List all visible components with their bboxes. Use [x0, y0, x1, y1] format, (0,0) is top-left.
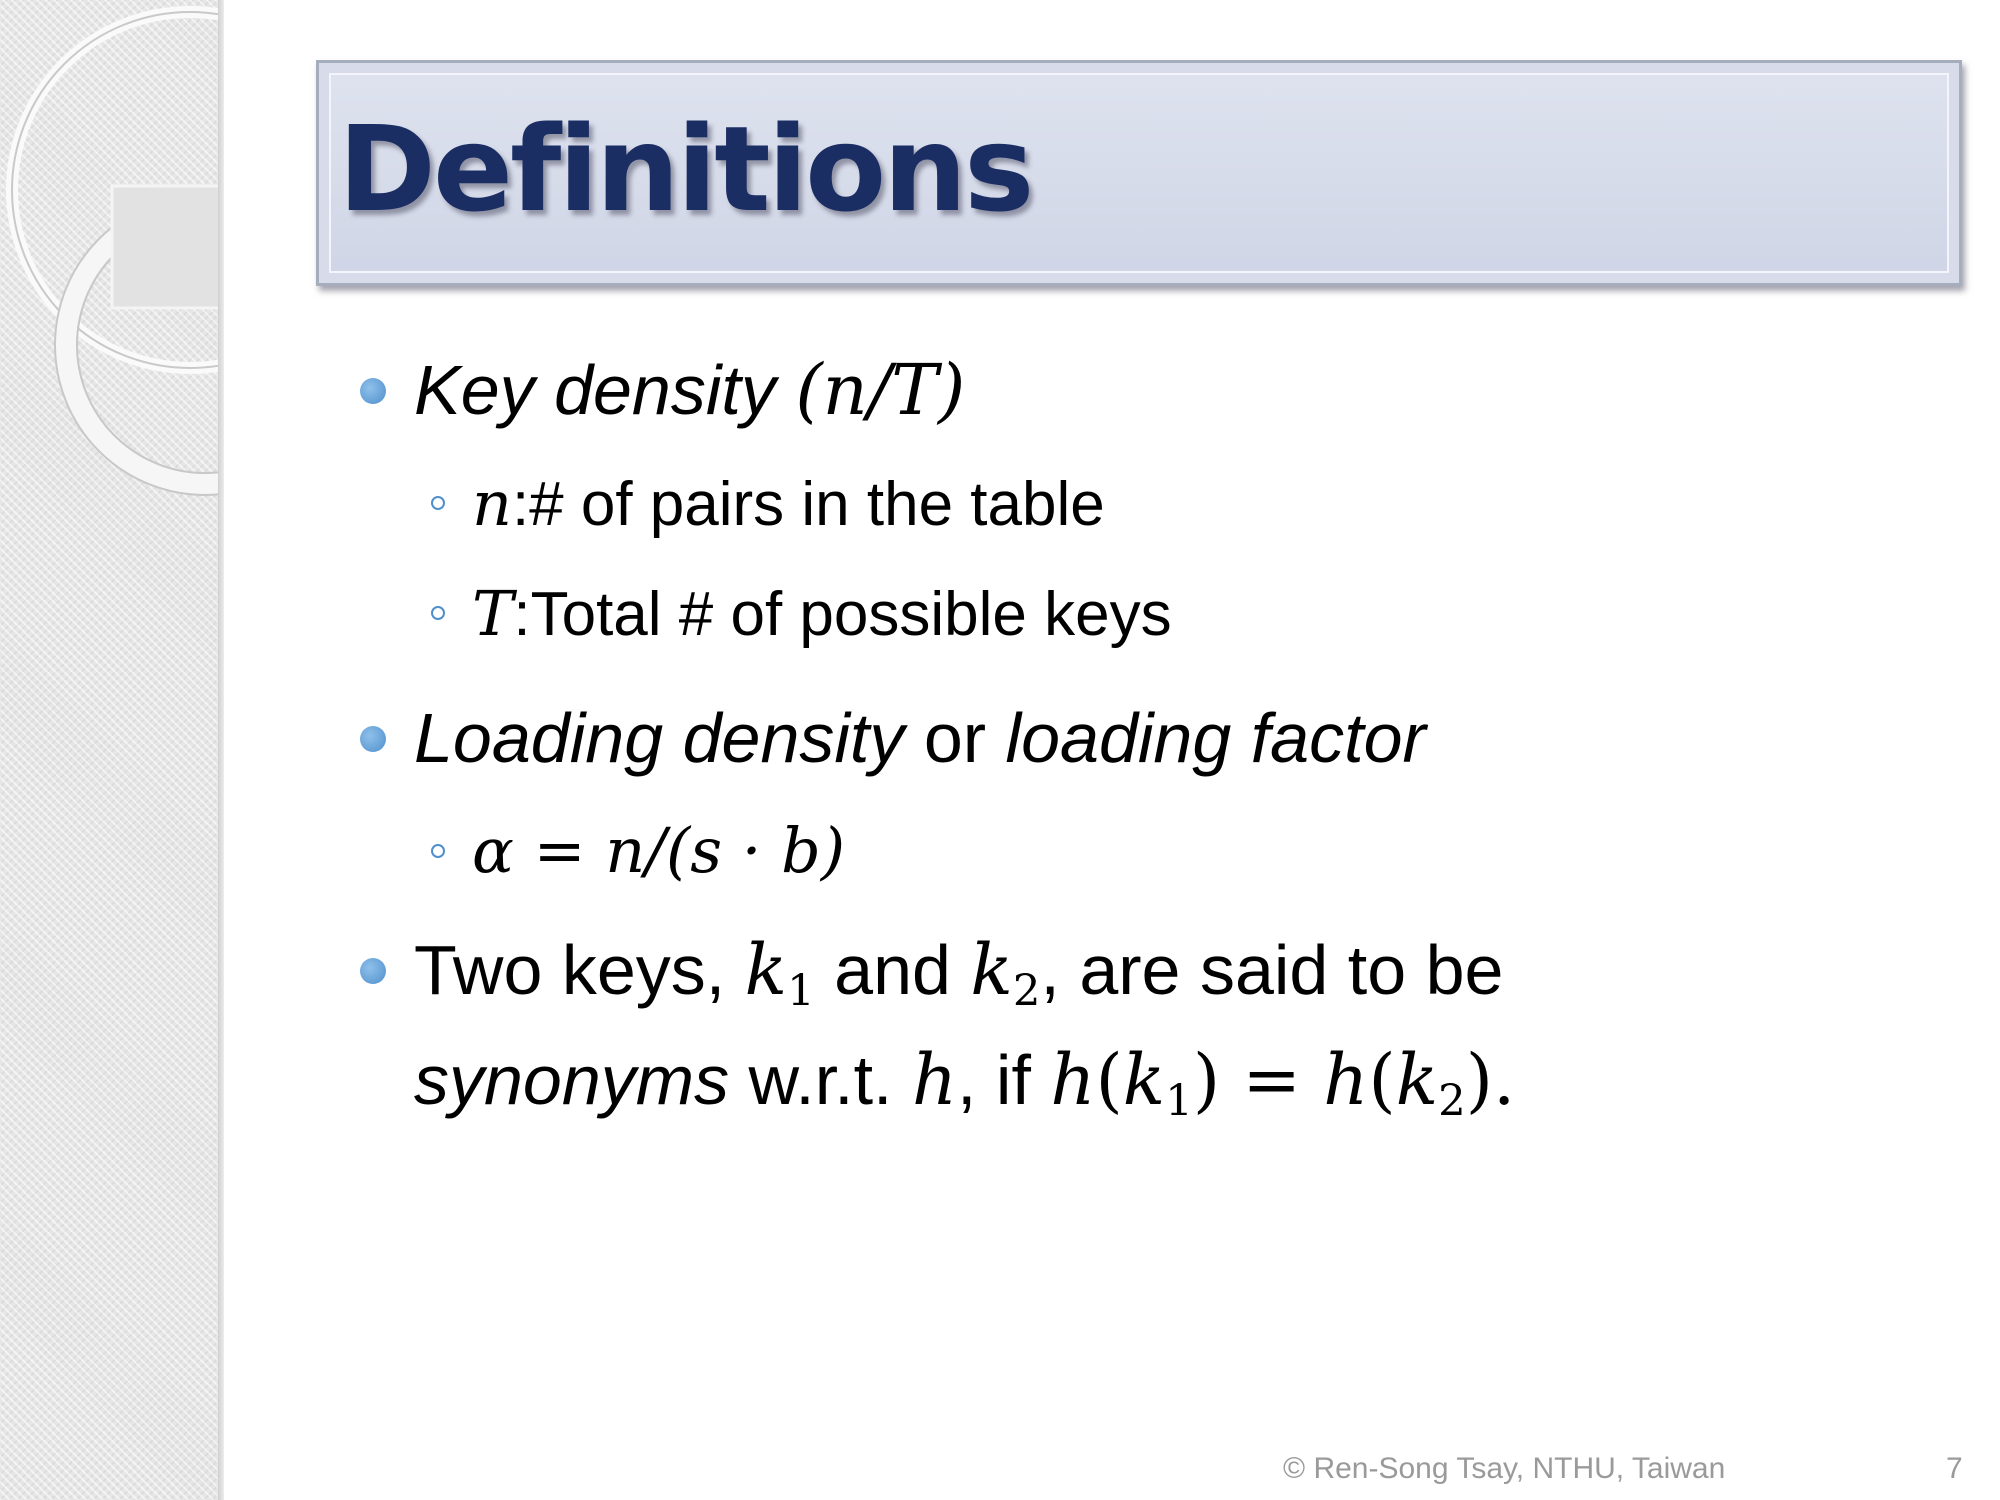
- t-variable: T: [472, 577, 514, 650]
- equals-text: ) =: [1192, 1039, 1324, 1121]
- k1-variable: k: [744, 929, 788, 1011]
- n-definition-text: :# of pairs in the table: [511, 470, 1105, 539]
- paren-open: (: [1368, 1039, 1396, 1121]
- k1-argument-subscript: 1: [1165, 1075, 1193, 1126]
- h-function: h: [1050, 1039, 1096, 1121]
- sub-bullet-dot: [431, 606, 445, 620]
- bullet-dot: [360, 958, 386, 984]
- said-to-be-text: , are said to be: [1040, 931, 1504, 1009]
- subbullet-alpha-formula: [472, 814, 846, 887]
- wrt-text: w.r.t.: [729, 1041, 912, 1119]
- bullet-key-density: [414, 349, 966, 431]
- synonyms-word: synonyms: [414, 1041, 730, 1119]
- k2-subscript: 2: [1012, 965, 1041, 1016]
- k1-argument: k: [1122, 1039, 1166, 1121]
- k2-variable: k: [970, 929, 1013, 1011]
- h-function: h: [1323, 1039, 1369, 1121]
- n-variable: n: [472, 467, 512, 540]
- side-panel-edge: [218, 0, 224, 1500]
- if-text: , if: [957, 1041, 1051, 1119]
- subbullet-n-definition: [472, 467, 1105, 540]
- bullet-dot: [360, 726, 386, 752]
- footer-copyright: © Ren-Song Tsay, NTHU, Taiwan: [1283, 1452, 1726, 1485]
- two-keys-text: Two keys,: [414, 931, 745, 1009]
- bullet-synonyms-line2: [414, 1039, 1516, 1126]
- decorative-side-panel: [0, 0, 222, 1500]
- loading-density-label: Loading density: [414, 699, 905, 777]
- or-text: or: [904, 699, 1006, 777]
- t-definition-text: :Total # of possible keys: [513, 580, 1172, 649]
- k1-subscript: 1: [787, 965, 815, 1016]
- h-variable: h: [911, 1039, 958, 1121]
- subbullet-t-definition: [472, 577, 1172, 650]
- alpha-formula: α = n/(s · b): [472, 814, 846, 887]
- slide-title: Definitions: [338, 100, 1032, 238]
- k2-argument: k: [1395, 1039, 1439, 1121]
- key-density-formula: (n/T): [795, 349, 966, 431]
- page-number: 7: [1946, 1452, 1963, 1485]
- decorative-circles: [0, 0, 222, 500]
- bullet-synonyms-line1: [414, 929, 1504, 1016]
- bullet-dot: [360, 378, 386, 404]
- paren-open: (: [1095, 1039, 1123, 1121]
- sub-bullet-dot: [431, 496, 445, 510]
- loading-factor-label: loading factor: [1005, 699, 1426, 777]
- paren-close-period: ).: [1465, 1039, 1516, 1121]
- k2-argument-subscript: 2: [1438, 1075, 1466, 1126]
- bullet-loading-density: [414, 699, 1426, 777]
- key-density-label: Key density: [414, 351, 776, 429]
- and-text: and: [814, 931, 971, 1009]
- sub-bullet-dot: [431, 844, 445, 858]
